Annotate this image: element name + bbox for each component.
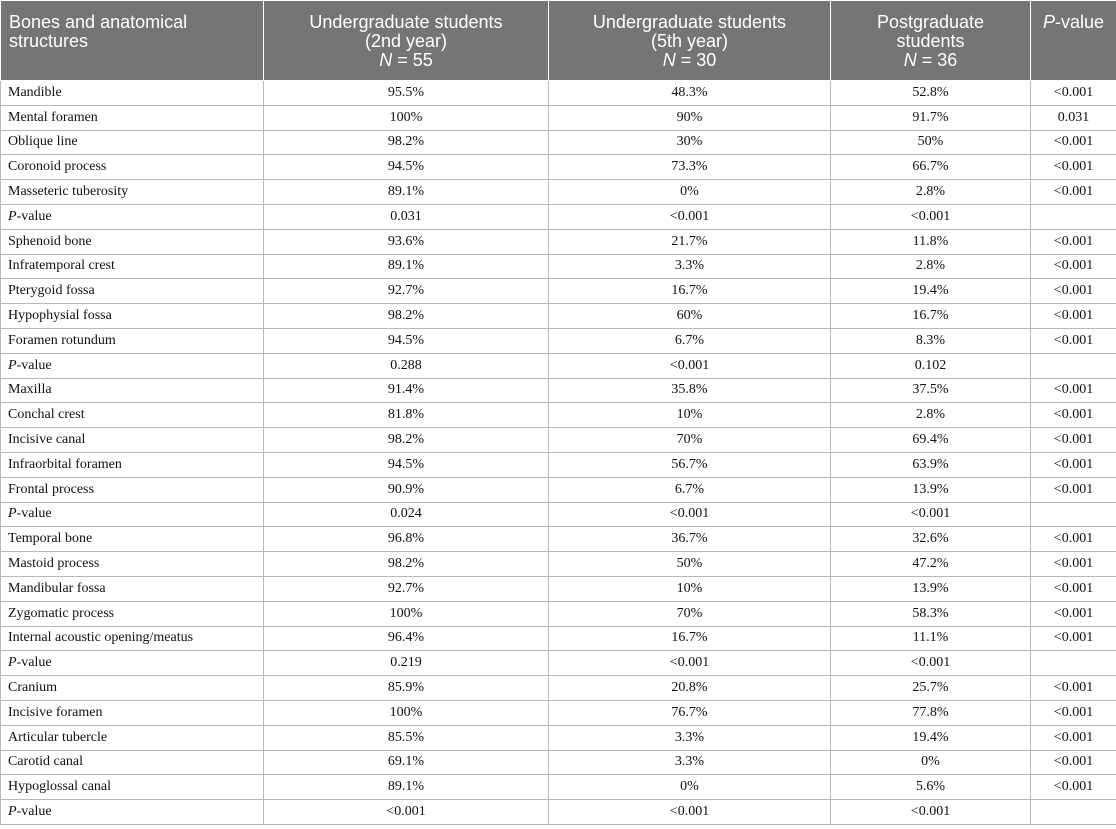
structure-name-cell: Masseteric tuberosity bbox=[1, 180, 264, 205]
undergrad-5th-year-cell: 70% bbox=[549, 601, 831, 626]
undergrad-5th-year-cell: <0.001 bbox=[549, 204, 831, 229]
structure-name-cell: Articular tubercle bbox=[1, 725, 264, 750]
p-value-cell bbox=[1031, 353, 1116, 378]
undergrad-2nd-year-cell: 92.7% bbox=[264, 279, 549, 304]
p-value-row bbox=[1, 651, 1116, 676]
p-value-cell: <0.001 bbox=[1031, 328, 1116, 353]
postgraduate-cell: 2.8% bbox=[831, 180, 1031, 205]
table-row bbox=[1, 378, 1116, 403]
header-p-value-label bbox=[1043, 12, 1104, 32]
structure-name-cell: Infratemporal crest bbox=[1, 254, 264, 279]
p-value-cell: <0.001 bbox=[1031, 750, 1116, 775]
p-value-cell bbox=[1031, 502, 1116, 527]
postgraduate-cell: 2.8% bbox=[831, 403, 1031, 428]
undergrad-5th-year-cell: 76.7% bbox=[549, 700, 831, 725]
undergrad-5th-year-cell: 0% bbox=[549, 775, 831, 800]
postgraduate-cell: 58.3% bbox=[831, 601, 1031, 626]
postgraduate-cell: 25.7% bbox=[831, 676, 1031, 701]
undergrad-5th-year-cell: 50% bbox=[549, 552, 831, 577]
table-header bbox=[1, 1, 1116, 81]
undergrad-2nd-year-cell: 98.2% bbox=[264, 552, 549, 577]
undergrad-2nd-year-cell: 100% bbox=[264, 601, 549, 626]
undergrad-5th-year-cell: 48.3% bbox=[549, 81, 831, 106]
undergrad-5th-year-cell: 36.7% bbox=[549, 527, 831, 552]
undergrad-2nd-year-cell: 96.4% bbox=[264, 626, 549, 651]
table-row bbox=[1, 452, 1116, 477]
structure-name-cell bbox=[1, 353, 264, 378]
table-row bbox=[1, 626, 1116, 651]
table-row bbox=[1, 676, 1116, 701]
p-value-cell: <0.001 bbox=[1031, 229, 1116, 254]
structure-name-cell: Zygomatic process bbox=[1, 601, 264, 626]
header-col3-line2: students bbox=[896, 31, 965, 51]
structure-name-cell: Frontal process bbox=[1, 477, 264, 502]
postgraduate-cell: 13.9% bbox=[831, 576, 1031, 601]
header-col2-n-value: = 30 bbox=[675, 50, 717, 70]
p-value-cell: <0.001 bbox=[1031, 725, 1116, 750]
header-col2-n-label: N bbox=[662, 50, 676, 70]
undergrad-5th-year-cell: 20.8% bbox=[549, 676, 831, 701]
structure-name-cell: Mastoid process bbox=[1, 552, 264, 577]
postgraduate-cell: 77.8% bbox=[831, 700, 1031, 725]
undergrad-2nd-year-cell: 95.5% bbox=[264, 81, 549, 106]
postgraduate-cell: 0% bbox=[831, 750, 1031, 775]
structure-name-cell: Temporal bone bbox=[1, 527, 264, 552]
postgraduate-cell: 19.4% bbox=[831, 279, 1031, 304]
header-undergrad-2nd-year bbox=[264, 1, 549, 81]
undergrad-2nd-year-cell: 0.031 bbox=[264, 204, 549, 229]
undergrad-2nd-year-cell: 81.8% bbox=[264, 403, 549, 428]
undergrad-5th-year-cell: 0% bbox=[549, 180, 831, 205]
p-value-label-rest: -value bbox=[16, 804, 52, 819]
table-row bbox=[1, 229, 1116, 254]
postgraduate-cell: 13.9% bbox=[831, 477, 1031, 502]
undergrad-2nd-year-cell: 89.1% bbox=[264, 254, 549, 279]
p-value-cell: <0.001 bbox=[1031, 155, 1116, 180]
undergrad-2nd-year-cell: 98.2% bbox=[264, 304, 549, 329]
p-value-cell: <0.001 bbox=[1031, 428, 1116, 453]
structure-name-cell bbox=[1, 204, 264, 229]
header-p-italic: P bbox=[1042, 12, 1055, 32]
structure-name-cell: Sphenoid bone bbox=[1, 229, 264, 254]
p-value-cell: <0.001 bbox=[1031, 403, 1116, 428]
header-col1-n bbox=[270, 51, 542, 70]
undergrad-5th-year-cell: 35.8% bbox=[549, 378, 831, 403]
p-value-label-italic: P bbox=[8, 506, 17, 522]
p-value-cell bbox=[1031, 204, 1116, 229]
table-row bbox=[1, 81, 1116, 106]
undergrad-5th-year-cell: 6.7% bbox=[549, 328, 831, 353]
structure-name-cell: Incisive foramen bbox=[1, 700, 264, 725]
header-p-value bbox=[1031, 1, 1116, 81]
postgraduate-cell: 5.6% bbox=[831, 775, 1031, 800]
header-col2-n bbox=[555, 51, 824, 70]
p-value-label-rest: -value bbox=[16, 208, 52, 224]
table-row bbox=[1, 428, 1116, 453]
postgraduate-cell: <0.001 bbox=[831, 204, 1031, 229]
structure-name-cell: Maxilla bbox=[1, 378, 264, 403]
table-row bbox=[1, 180, 1116, 205]
table-row bbox=[1, 527, 1116, 552]
postgraduate-cell: 66.7% bbox=[831, 155, 1031, 180]
undergrad-2nd-year-cell: 98.2% bbox=[264, 428, 549, 453]
p-value-cell: <0.001 bbox=[1031, 304, 1116, 329]
structure-name-cell: Hypoglossal canal bbox=[1, 775, 264, 800]
undergrad-2nd-year-cell: 94.5% bbox=[264, 155, 549, 180]
structure-name-cell: Infraorbital foramen bbox=[1, 452, 264, 477]
table-row bbox=[1, 750, 1116, 775]
undergrad-2nd-year-cell: <0.001 bbox=[264, 800, 549, 825]
undergrad-2nd-year-cell: 85.9% bbox=[264, 676, 549, 701]
p-value-cell: <0.001 bbox=[1031, 477, 1116, 502]
header-col3-n-label: N bbox=[903, 50, 917, 70]
p-value-row bbox=[1, 800, 1116, 825]
undergrad-5th-year-cell: 73.3% bbox=[549, 155, 831, 180]
table-row bbox=[1, 279, 1116, 304]
table-row bbox=[1, 552, 1116, 577]
undergrad-5th-year-cell: 3.3% bbox=[549, 725, 831, 750]
undergrad-5th-year-cell: <0.001 bbox=[549, 502, 831, 527]
undergrad-2nd-year-cell: 89.1% bbox=[264, 775, 549, 800]
undergrad-5th-year-cell: 56.7% bbox=[549, 452, 831, 477]
p-value-cell: <0.001 bbox=[1031, 601, 1116, 626]
postgraduate-cell: 8.3% bbox=[831, 328, 1031, 353]
p-value-cell: <0.001 bbox=[1031, 130, 1116, 155]
header-row bbox=[1, 1, 1116, 81]
structure-name-cell: Oblique line bbox=[1, 130, 264, 155]
undergrad-5th-year-cell: <0.001 bbox=[549, 800, 831, 825]
p-value-label-rest: -value bbox=[16, 655, 52, 671]
structure-name-cell: Conchal crest bbox=[1, 403, 264, 428]
header-col3-line1: Postgraduate bbox=[876, 12, 985, 32]
p-value-cell: <0.001 bbox=[1031, 775, 1116, 800]
header-col2-line1: Undergraduate students bbox=[592, 12, 787, 32]
structure-name-cell bbox=[1, 651, 264, 676]
postgraduate-cell: 0.102 bbox=[831, 353, 1031, 378]
structure-name-cell: Incisive canal bbox=[1, 428, 264, 453]
p-value-cell: <0.001 bbox=[1031, 452, 1116, 477]
postgraduate-cell: 2.8% bbox=[831, 254, 1031, 279]
undergrad-2nd-year-cell: 91.4% bbox=[264, 378, 549, 403]
p-value-label-rest: -value bbox=[16, 357, 52, 373]
undergrad-2nd-year-cell: 98.2% bbox=[264, 130, 549, 155]
undergrad-5th-year-cell: 10% bbox=[549, 576, 831, 601]
table-row bbox=[1, 477, 1116, 502]
header-undergrad-5th-year bbox=[549, 1, 831, 81]
postgraduate-cell: 16.7% bbox=[831, 304, 1031, 329]
header-structures bbox=[1, 1, 264, 81]
undergrad-2nd-year-cell: 93.6% bbox=[264, 229, 549, 254]
header-col1-line2: (2nd year) bbox=[364, 31, 448, 51]
structure-name-cell: Mental foramen bbox=[1, 105, 264, 130]
postgraduate-cell: 11.1% bbox=[831, 626, 1031, 651]
undergrad-2nd-year-cell: 89.1% bbox=[264, 180, 549, 205]
postgraduate-cell: 91.7% bbox=[831, 105, 1031, 130]
structure-name-cell: Mandibular fossa bbox=[1, 576, 264, 601]
p-value-cell: <0.001 bbox=[1031, 527, 1116, 552]
p-value-label-italic: P bbox=[8, 655, 17, 671]
p-value-row bbox=[1, 502, 1116, 527]
p-value-cell: <0.001 bbox=[1031, 180, 1116, 205]
p-value-label-rest: -value bbox=[16, 506, 52, 522]
table-body bbox=[1, 81, 1116, 825]
postgraduate-cell: <0.001 bbox=[831, 502, 1031, 527]
p-value-label-italic: P bbox=[8, 357, 17, 373]
undergrad-2nd-year-cell: 100% bbox=[264, 700, 549, 725]
structure-name-cell bbox=[1, 800, 264, 825]
structure-name-cell: Carotid canal bbox=[1, 750, 264, 775]
header-col1-n-value: = 55 bbox=[392, 50, 433, 70]
structure-name-cell bbox=[1, 502, 264, 527]
p-value-cell: <0.001 bbox=[1031, 378, 1116, 403]
table-row bbox=[1, 601, 1116, 626]
table-row bbox=[1, 155, 1116, 180]
postgraduate-cell: 63.9% bbox=[831, 452, 1031, 477]
undergrad-2nd-year-cell: 94.5% bbox=[264, 328, 549, 353]
undergrad-2nd-year-cell: 90.9% bbox=[264, 477, 549, 502]
undergrad-5th-year-cell: 16.7% bbox=[549, 626, 831, 651]
p-value-label-italic: P bbox=[8, 208, 17, 224]
undergrad-2nd-year-cell: 0.219 bbox=[264, 651, 549, 676]
p-value-row bbox=[1, 353, 1116, 378]
undergrad-5th-year-cell: 16.7% bbox=[549, 279, 831, 304]
p-value-cell: <0.001 bbox=[1031, 81, 1116, 106]
undergrad-2nd-year-cell: 0.288 bbox=[264, 353, 549, 378]
undergrad-5th-year-cell: 30% bbox=[549, 130, 831, 155]
table-row bbox=[1, 775, 1116, 800]
undergrad-2nd-year-cell: 94.5% bbox=[264, 452, 549, 477]
table-row bbox=[1, 130, 1116, 155]
undergrad-5th-year-cell: 21.7% bbox=[549, 229, 831, 254]
p-value-cell: <0.001 bbox=[1031, 676, 1116, 701]
postgraduate-cell: 32.6% bbox=[831, 527, 1031, 552]
undergrad-2nd-year-cell: 96.8% bbox=[264, 527, 549, 552]
p-value-cell: <0.001 bbox=[1031, 626, 1116, 651]
undergrad-5th-year-cell: 3.3% bbox=[549, 750, 831, 775]
undergrad-2nd-year-cell: 92.7% bbox=[264, 576, 549, 601]
table-row bbox=[1, 304, 1116, 329]
p-value-row bbox=[1, 204, 1116, 229]
structure-name-cell: Cranium bbox=[1, 676, 264, 701]
postgraduate-cell: 37.5% bbox=[831, 378, 1031, 403]
undergrad-2nd-year-cell: 0.024 bbox=[264, 502, 549, 527]
p-value-cell: 0.031 bbox=[1031, 105, 1116, 130]
postgraduate-cell: <0.001 bbox=[831, 651, 1031, 676]
p-value-cell bbox=[1031, 651, 1116, 676]
header-p-rest: -value bbox=[1054, 12, 1105, 32]
postgraduate-cell: 52.8% bbox=[831, 81, 1031, 106]
table-row bbox=[1, 105, 1116, 130]
p-value-cell: <0.001 bbox=[1031, 279, 1116, 304]
table-row bbox=[1, 725, 1116, 750]
postgraduate-cell: 69.4% bbox=[831, 428, 1031, 453]
undergrad-5th-year-cell: 10% bbox=[549, 403, 831, 428]
table-row bbox=[1, 700, 1116, 725]
p-value-cell bbox=[1031, 800, 1116, 825]
postgraduate-cell: 11.8% bbox=[831, 229, 1031, 254]
p-value-cell: <0.001 bbox=[1031, 576, 1116, 601]
header-col3-n bbox=[837, 51, 1024, 70]
postgraduate-cell: 19.4% bbox=[831, 725, 1031, 750]
header-postgraduate bbox=[831, 1, 1031, 81]
table-row bbox=[1, 328, 1116, 353]
structure-name-cell: Pterygoid fossa bbox=[1, 279, 264, 304]
header-structures-label: Bones and anatomical structures bbox=[9, 12, 188, 51]
postgraduate-cell: 50% bbox=[831, 130, 1031, 155]
header-col1-line1: Undergraduate students bbox=[309, 12, 503, 32]
table-row bbox=[1, 254, 1116, 279]
undergrad-2nd-year-cell: 100% bbox=[264, 105, 549, 130]
structure-name-cell: Internal acoustic opening/meatus bbox=[1, 626, 264, 651]
header-col3-n-value: = 36 bbox=[916, 50, 958, 70]
postgraduate-cell: 47.2% bbox=[831, 552, 1031, 577]
structure-name-cell: Coronoid process bbox=[1, 155, 264, 180]
p-value-cell: <0.001 bbox=[1031, 700, 1116, 725]
undergrad-5th-year-cell: 70% bbox=[549, 428, 831, 453]
table-row bbox=[1, 576, 1116, 601]
undergrad-5th-year-cell: 6.7% bbox=[549, 477, 831, 502]
p-value-label-italic: P bbox=[8, 804, 17, 819]
header-col1-n-label: N bbox=[379, 50, 393, 70]
structure-name-cell: Hypophysial fossa bbox=[1, 304, 264, 329]
structure-name-cell: Foramen rotundum bbox=[1, 328, 264, 353]
undergrad-5th-year-cell: 60% bbox=[549, 304, 831, 329]
postgraduate-cell: <0.001 bbox=[831, 800, 1031, 825]
undergrad-2nd-year-cell: 69.1% bbox=[264, 750, 549, 775]
undergrad-5th-year-cell: <0.001 bbox=[549, 651, 831, 676]
undergrad-2nd-year-cell: 85.5% bbox=[264, 725, 549, 750]
p-value-cell: <0.001 bbox=[1031, 254, 1116, 279]
undergrad-5th-year-cell: <0.001 bbox=[549, 353, 831, 378]
table-row bbox=[1, 403, 1116, 428]
undergrad-5th-year-cell: 90% bbox=[549, 105, 831, 130]
p-value-cell: <0.001 bbox=[1031, 552, 1116, 577]
header-col2-line2: (5th year) bbox=[650, 31, 729, 51]
structure-name-cell: Mandible bbox=[1, 81, 264, 106]
undergrad-5th-year-cell: 3.3% bbox=[549, 254, 831, 279]
